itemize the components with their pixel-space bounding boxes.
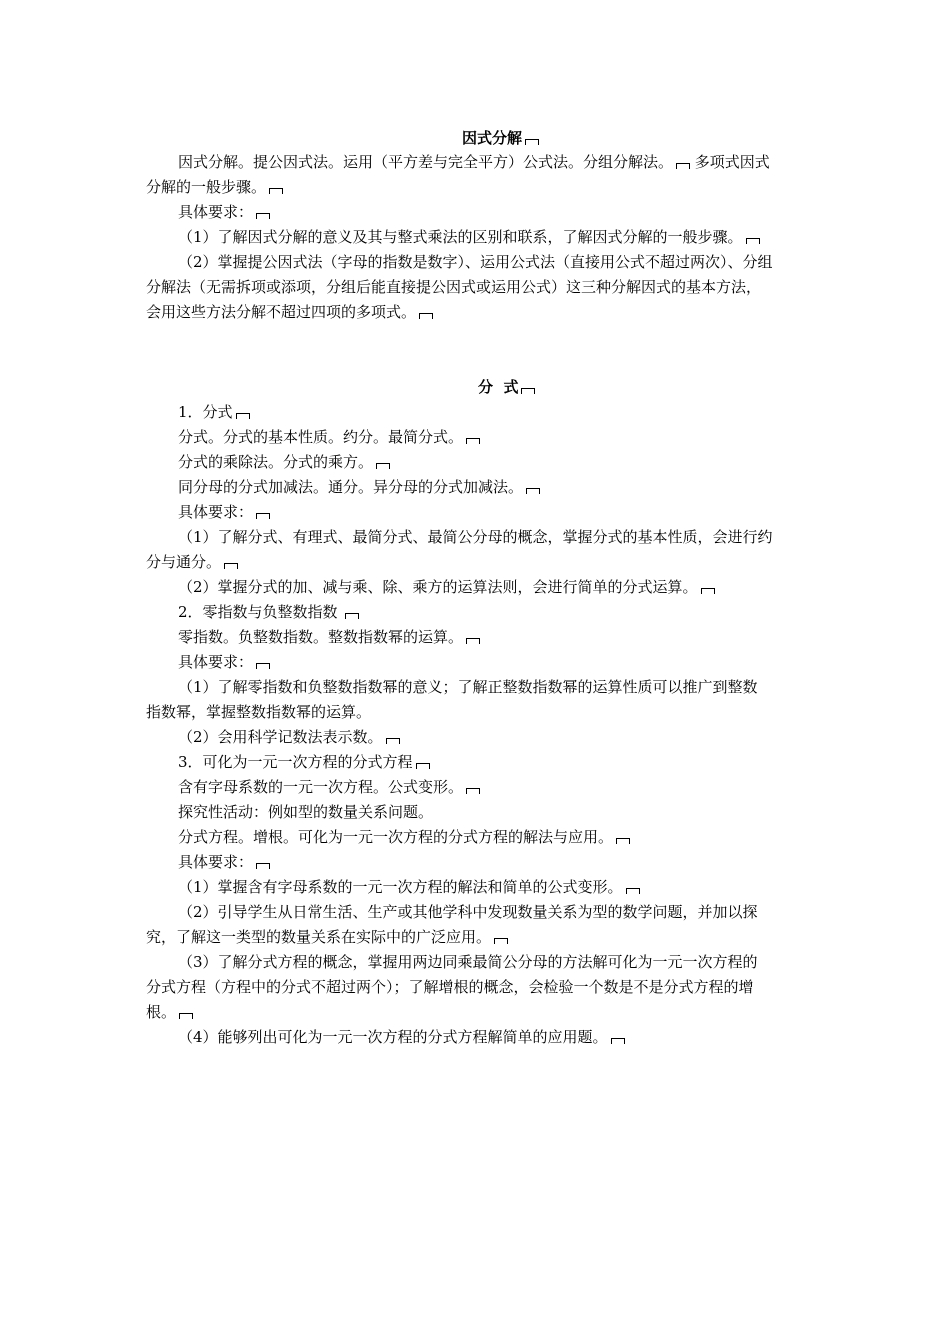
paragraph-mark-icon: [611, 1038, 625, 1044]
paragraph-mark-icon: [256, 513, 270, 519]
paragraph-mark-icon: [494, 938, 508, 944]
subheading: [178, 400, 250, 424]
text-line: [178, 825, 630, 849]
paragraph-mark-icon: [269, 188, 283, 194]
paragraph-mark-icon: [626, 888, 640, 894]
text: 分式方程（方程中的分式不超过两个）；了解增根的概念，会检验一个数是不是分式方程的增: [146, 978, 754, 996]
paragraph-mark-icon: [466, 788, 480, 794]
paragraph-mark-icon: [376, 463, 390, 469]
text: （2）掌握分式的加、减与乘、除、乘方的运算法则，会进行简单的分式运算。: [178, 578, 698, 596]
text-line: [178, 425, 480, 449]
text-line: [146, 300, 433, 324]
paragraph-mark-icon: [466, 638, 480, 644]
text-line: [178, 875, 640, 899]
text: 根。: [146, 1003, 177, 1021]
text: （1）了解因式分解的意义及其与整式乘法的区别和联系，了解因式分解的一般步骤。: [178, 228, 743, 246]
paragraph-mark-icon: [345, 613, 359, 619]
paragraph-mark-icon: [676, 163, 690, 169]
paragraph-mark-icon: [256, 863, 270, 869]
text: （1）了解分式、有理式、最简分式、最简公分母的概念，掌握分式的基本性质，会进行约: [178, 528, 773, 546]
paragraph-mark-icon: [256, 213, 270, 219]
text: 多项式因式: [694, 153, 770, 171]
text: 1．分式: [178, 403, 233, 421]
text-line: [178, 525, 773, 549]
text: 具体要求：: [178, 503, 254, 521]
text-line: [178, 900, 758, 924]
text-line: [178, 725, 400, 749]
paragraph-mark-icon: [224, 563, 238, 569]
section-title-factorization: [462, 126, 539, 150]
text: （1）掌握含有字母系数的一元一次方程的解法和简单的公式变形。: [178, 878, 623, 896]
text: 3．可化为一元一次方程的分式方程: [178, 753, 413, 771]
text: （2）会用科学记数法表示数。: [178, 728, 383, 746]
text-line: [146, 275, 761, 299]
text: 分与通分。: [146, 553, 222, 571]
text-line: [178, 650, 270, 674]
text: 2．零指数与负整数指数: [178, 603, 338, 621]
paragraph-mark-icon: [179, 1013, 193, 1019]
text-line: [146, 175, 283, 199]
text: 因式分解。提公因式法。运用（平方差与完全平方）公式法。分组分解法。: [178, 153, 674, 171]
text: 分式。分式的基本性质。约分。最简分式。: [178, 428, 464, 446]
paragraph-mark-icon: [701, 588, 715, 594]
text-line: [146, 975, 754, 999]
text: 具体要求：: [178, 853, 254, 871]
text-line: [178, 500, 270, 524]
paragraph-mark-icon: [521, 388, 535, 394]
subheading: [178, 600, 359, 624]
paragraph-mark-icon: [419, 313, 433, 319]
text-line: [146, 550, 238, 574]
text-line: [178, 850, 270, 874]
text-line: [178, 450, 390, 474]
text-line: [178, 575, 715, 599]
text: 分解的一般步骤。: [146, 178, 267, 196]
text: 零指数。负整数指数。整数指数幂的运算。: [178, 628, 464, 646]
text-line: [178, 200, 270, 224]
section-title-fractions: [478, 375, 535, 399]
text-line: [178, 800, 433, 824]
text: 指数幂，掌握整数指数幂的运算。: [146, 703, 372, 721]
text: （4）能够列出可化为一元一次方程的分式方程解简单的应用题。: [178, 1028, 608, 1046]
paragraph-mark-icon: [466, 438, 480, 444]
paragraph-mark-icon: [525, 139, 539, 145]
text: （3）了解分式方程的概念，掌握用两边同乘最简公分母的方法解可化为一元一次方程的: [178, 953, 758, 971]
paragraph-mark-icon: [746, 238, 760, 244]
text-line: [178, 475, 540, 499]
text: 同分母的分式加减法。通分。异分母的分式加减法。: [178, 478, 524, 496]
paragraph-mark-icon: [256, 663, 270, 669]
text-line: [178, 150, 770, 174]
text: 分解法（无需拆项或添项，分组后能直接提公因式或运用公式）这三种分解因式的基本方法，: [146, 278, 762, 296]
text: （2）掌握提公因式法（字母的指数是数字）、运用公式法（直接用公式不超过两次）、分组: [178, 253, 773, 271]
text: 含有字母系数的一元一次方程。公式变形。: [178, 778, 464, 796]
text: （2）引导学生从日常生活、生产或其他学科中发现数量关系为型的数学问题，并加以探: [178, 903, 758, 921]
paragraph-mark-icon: [236, 413, 250, 419]
subheading: [178, 750, 430, 774]
text-line: [178, 250, 773, 274]
section-title-text: 因式分解: [462, 129, 523, 147]
text-line: [178, 675, 758, 699]
text: 分式方程。增根。可化为一元一次方程的分式方程的解法与应用。: [178, 828, 614, 846]
text: 具体要求：: [178, 203, 254, 221]
text-line: [146, 700, 371, 724]
text-line: [178, 950, 758, 974]
text-line: [178, 1025, 625, 1049]
text-line: [146, 925, 508, 949]
text: 具体要求：: [178, 653, 254, 671]
text-line: [178, 625, 480, 649]
text: 究，了解这一类型的数量关系在实际中的广泛应用。: [146, 928, 492, 946]
text-line: [178, 775, 480, 799]
text: 探究性活动：例如型的数量关系问题。: [178, 803, 434, 821]
paragraph-mark-icon: [386, 738, 400, 744]
text-line: [178, 225, 760, 249]
text-line: [146, 1000, 193, 1024]
paragraph-mark-icon: [526, 488, 540, 494]
text: 分式的乘除法。分式的乘方。: [178, 453, 374, 471]
paragraph-mark-icon: [416, 763, 430, 769]
text: （1）了解零指数和负整数指数幂的意义；了解正整数指数幂的运算性质可以推广到整数: [178, 678, 758, 696]
section-title-text: 分 式: [478, 378, 519, 396]
text: 会用这些方法分解不超过四项的多项式。: [146, 303, 417, 321]
paragraph-mark-icon: [616, 838, 630, 844]
